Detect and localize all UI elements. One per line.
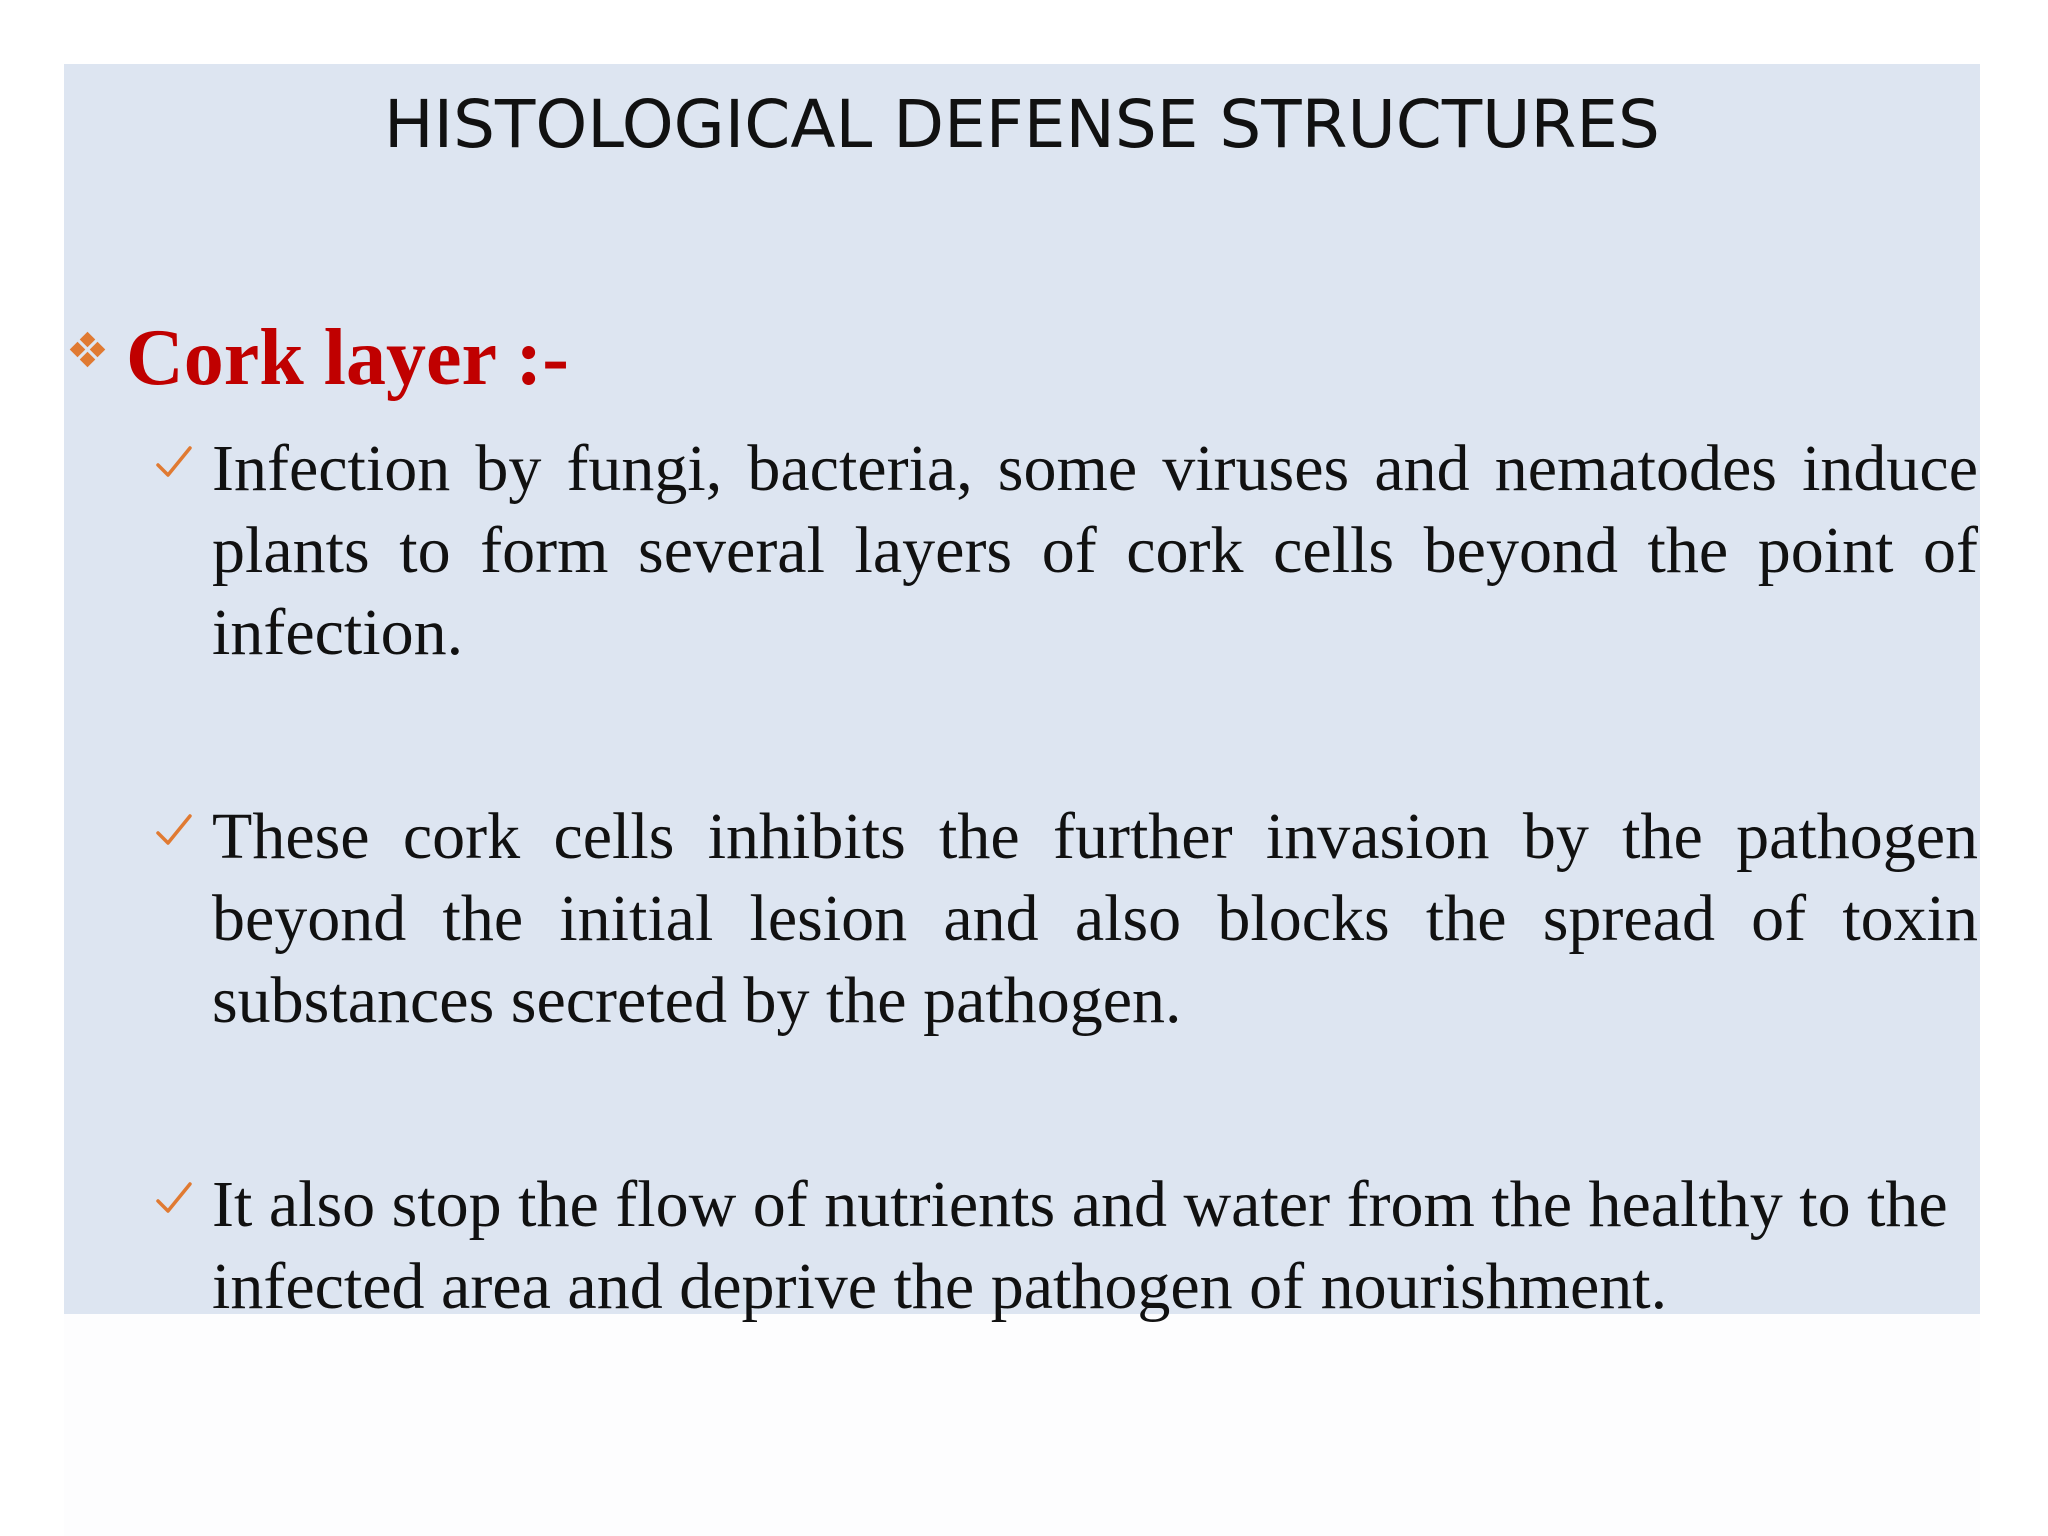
bullet-text: Infection by fungi, bacteria, some viruses and nematodes induce plants to form several layers of cork cells beyond the point of infection. [212, 432, 1978, 669]
checkmark-icon [150, 440, 198, 488]
lower-panel [64, 1314, 1980, 1536]
checkmark-icon [150, 1176, 198, 1224]
bullet-text: These cork cells inhibits the further invasion by the pathogen beyond the initial lesion and also blocks the spread of toxin substances secreted by the pathogen. [212, 800, 1978, 1037]
content-panel [64, 64, 1980, 1314]
section-heading: Cork layer :- [126, 314, 569, 402]
bullet-item [150, 796, 1980, 1042]
section-heading-row [70, 312, 569, 404]
bullet-item [150, 428, 1980, 674]
slide-title: HISTOLOGICAL DEFENSE STRUCTURES [384, 86, 1660, 163]
bullet-item [150, 1164, 1980, 1328]
diamond-cluster-icon [70, 332, 106, 368]
checkmark-icon [150, 808, 198, 856]
bullet-text: It also stop the flow of nutrients and water from the healthy to the infected area and deprive the pathogen of nourishment. [212, 1168, 1948, 1323]
